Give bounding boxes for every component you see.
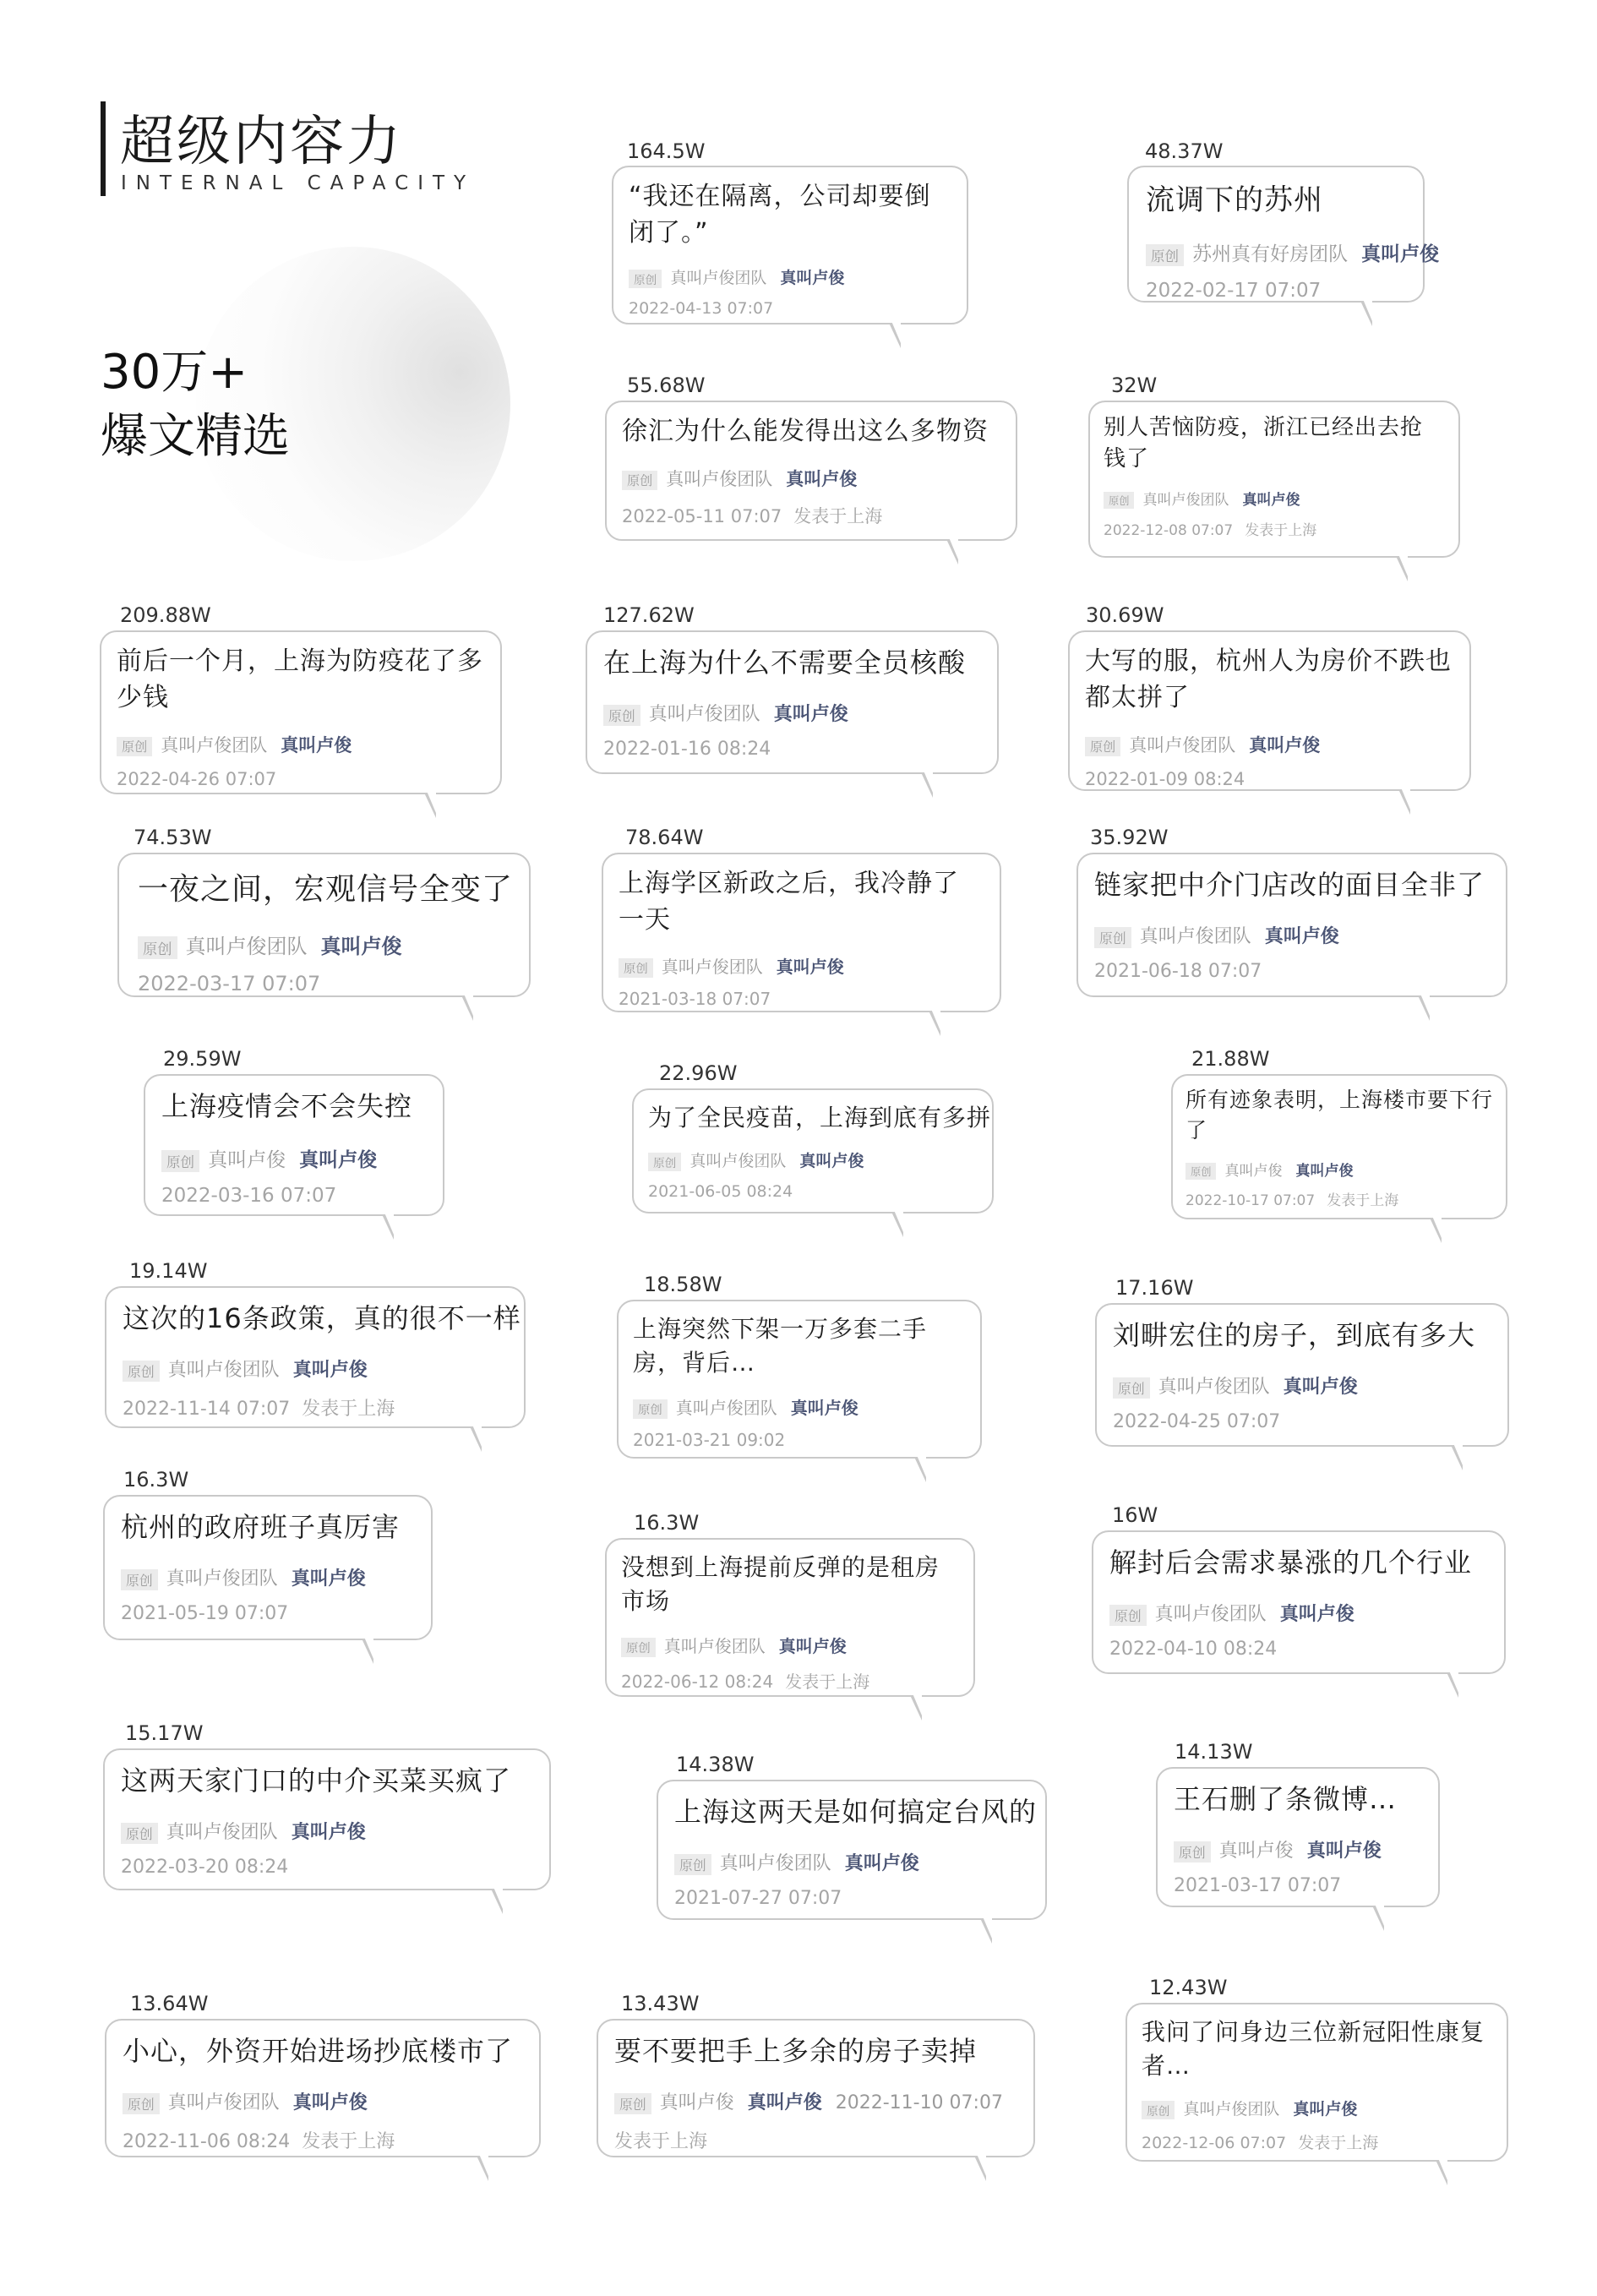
speech-bubble-tail: [910, 1695, 922, 1721]
speech-bubble-tail: [914, 1457, 926, 1482]
article-card[interactable]: [602, 853, 1001, 1012]
author-name[interactable]: 真叫卢俊: [776, 957, 844, 977]
original-tag: 原创: [117, 737, 152, 756]
article-title[interactable]: 上海突然下架一万多套二手房，背后…: [633, 1315, 928, 1377]
team-name: 真叫卢俊团队: [663, 1636, 766, 1656]
view-count: 30.69W: [1086, 603, 1164, 627]
article-title[interactable]: 这两天家门口的中介买菜买疯了: [121, 1764, 512, 1797]
article-meta: [603, 700, 862, 726]
publish-date: 2022-11-06 08:24: [123, 2131, 291, 2152]
article-meta: [121, 1818, 379, 1844]
author-name[interactable]: 真叫卢俊: [1283, 1377, 1358, 1398]
speech-bubble-tail: [1360, 301, 1372, 326]
view-count: 14.38W: [676, 1753, 755, 1776]
team-name: 真叫卢俊团队: [161, 735, 268, 755]
publish-date: 2021-03-18 07:07: [619, 989, 771, 1009]
original-tag: 原创: [1174, 1841, 1211, 1862]
view-count: 209.88W: [120, 603, 211, 627]
date-row: [622, 503, 882, 528]
view-count: 16.3W: [634, 1511, 700, 1535]
date-row: [161, 1185, 336, 1207]
team-name: 真叫卢俊: [208, 1149, 286, 1171]
article-meta: [1109, 1600, 1368, 1626]
speech-bubble-tail: [477, 2156, 488, 2181]
author-name[interactable]: 真叫卢俊: [291, 1568, 366, 1590]
team-name: 真叫卢俊团队: [166, 1822, 278, 1843]
article-card[interactable]: [105, 1286, 526, 1428]
original-tag: 原创: [1094, 927, 1131, 948]
author-name[interactable]: 真叫卢俊: [780, 269, 845, 287]
view-count: 127.62W: [603, 603, 695, 627]
speech-bubble-tail: [362, 1639, 373, 1664]
speech-bubble-tail: [1430, 1218, 1442, 1243]
author-name[interactable]: 真叫卢俊: [773, 704, 848, 725]
team-name: 苏州真有好房团队: [1192, 243, 1349, 265]
speech-bubble-tail: [461, 995, 473, 1021]
author-name[interactable]: 真叫卢俊: [1306, 1841, 1382, 1862]
view-count: 74.53W: [134, 826, 212, 849]
author-name[interactable]: 真叫卢俊: [292, 1360, 368, 1381]
team-name: 真叫卢俊团队: [648, 704, 760, 725]
article-title[interactable]: 在上海为什么不需要全员核酸: [603, 646, 967, 679]
author-name[interactable]: 真叫卢俊: [292, 2092, 368, 2113]
speech-bubble-tail: [889, 323, 901, 348]
article-meta: [1174, 1836, 1395, 1862]
article-meta: [622, 466, 870, 491]
article-meta: [621, 1633, 860, 1657]
author-name[interactable]: 真叫卢俊: [291, 1822, 366, 1843]
publish-date: 2022-12-06 07:07: [1142, 2134, 1287, 2152]
date-row: [603, 739, 771, 760]
team-name: 真叫卢俊团队: [719, 1853, 831, 1874]
article-card[interactable]: [1092, 1530, 1506, 1674]
publish-date: 2022-12-08 07:07: [1104, 522, 1234, 539]
article-title[interactable]: 杭州的政府班子真厉害: [121, 1511, 401, 1543]
page-title: 超级内容力: [120, 111, 403, 173]
team-name: 真叫卢俊团队: [1158, 1377, 1270, 1398]
team-name: 真叫卢俊团队: [670, 269, 767, 287]
publish-date: 2022-03-17 07:07: [138, 972, 321, 995]
speech-bubble-tail: [1398, 789, 1410, 815]
date-row: [619, 989, 771, 1009]
article-card[interactable]: [586, 630, 999, 774]
article-card[interactable]: [632, 1088, 994, 1213]
publish-location: 发表于上海: [785, 1672, 870, 1692]
original-tag: 原创: [621, 1638, 656, 1657]
view-count: 29.59W: [163, 1047, 242, 1071]
article-title[interactable]: 刘畊宏住的房子，到底有多大: [1113, 1319, 1476, 1351]
article-card[interactable]: [1068, 630, 1471, 791]
team-name: 真叫卢俊团队: [167, 1360, 280, 1381]
publish-location: 发表于上海: [302, 2131, 395, 2152]
article-title[interactable]: 上海这两天是如何搞定台风的: [674, 1796, 1038, 1828]
author-name[interactable]: 真叫卢俊: [1279, 1604, 1354, 1625]
team-name: 真叫卢俊团队: [1183, 2100, 1280, 2119]
article-title[interactable]: 小心，外资开始进场抄底楼市了: [123, 2035, 514, 2067]
view-count: 14.13W: [1175, 1740, 1253, 1764]
article-meta: [1085, 732, 1333, 757]
article-card[interactable]: [1171, 1074, 1507, 1219]
speech-bubble-tail: [1418, 995, 1430, 1021]
view-count: 16W: [1112, 1503, 1158, 1527]
article-meta: [1146, 238, 1453, 266]
speech-bubble-tail: [974, 2156, 986, 2181]
speech-bubble-tail: [382, 1214, 394, 1240]
view-count: 19.14W: [129, 1259, 208, 1283]
speech-bubble-tail: [1447, 1672, 1458, 1698]
publish-date: 2022-04-26 07:07: [117, 769, 277, 789]
publish-date: 2021-06-18 07:07: [1094, 961, 1262, 982]
view-count: 13.43W: [621, 1992, 700, 2015]
date-row: [1174, 1875, 1341, 1896]
article-card[interactable]: [1076, 853, 1507, 997]
publish-date: 2022-04-10 08:24: [1109, 1639, 1278, 1660]
author-name[interactable]: 真叫卢俊: [790, 1398, 858, 1418]
original-tag: 原创: [619, 958, 653, 978]
article-card[interactable]: [605, 401, 1017, 541]
author-name[interactable]: 真叫卢俊: [281, 735, 352, 755]
view-count: 18.58W: [644, 1273, 722, 1296]
publish-date: 2022-03-16 07:07: [161, 1185, 337, 1207]
article-title[interactable]: 为了全民疫苗，上海到底有多拼: [648, 1104, 992, 1132]
date-row: [121, 1603, 288, 1624]
article-title[interactable]: 解封后会需求暴涨的几个行业: [1109, 1546, 1473, 1579]
original-tag: 原创: [161, 1150, 199, 1172]
view-count: 164.5W: [627, 139, 706, 163]
author-name[interactable]: 真叫卢俊: [799, 1152, 864, 1170]
publish-date: 2022-11-14 07:07: [123, 1399, 291, 1420]
team-name: 真叫卢俊团队: [1139, 926, 1251, 947]
speech-bubble-tail: [891, 1212, 903, 1237]
original-tag: 原创: [629, 270, 662, 288]
date-row: [629, 299, 773, 318]
article-meta: [123, 2088, 381, 2114]
speech-bubble-tail: [470, 1426, 482, 1452]
speech-bubble-tail: [1436, 2160, 1447, 2185]
promo-heading: 爆文精选: [101, 409, 290, 464]
publish-location: 发表于上海: [793, 506, 883, 526]
speech-bubble-tail: [424, 793, 436, 818]
article-card[interactable]: [597, 2019, 1035, 2157]
publish-date: 2022-01-16 08:24: [603, 739, 771, 760]
publish-date: 2021-03-21 09:02: [633, 1430, 786, 1450]
original-tag: 原创: [1146, 244, 1184, 266]
date-row: [1142, 2130, 1378, 2153]
author-name[interactable]: 真叫卢俊: [1293, 2100, 1358, 2119]
article-title[interactable]: 前后一个月，上海为防疫花了多少钱: [117, 646, 483, 712]
article-title[interactable]: 王石删了条微博…: [1174, 1783, 1398, 1815]
article-meta: [1113, 1372, 1371, 1399]
original-tag: 原创: [1104, 492, 1134, 509]
article-title[interactable]: 要不要把手上多余的房子卖掉: [614, 2035, 978, 2067]
date-row: [1185, 1188, 1398, 1209]
article-meta: [674, 1849, 933, 1875]
date-row: [1085, 769, 1245, 789]
article-card[interactable]: [100, 630, 502, 794]
team-name: 真叫卢俊: [1224, 1163, 1283, 1180]
article-meta: [1104, 488, 1313, 509]
original-tag: 原创: [138, 936, 177, 959]
view-count: 55.68W: [627, 374, 706, 397]
team-name: 真叫卢俊团队: [1154, 1604, 1267, 1625]
publish-date: 2021-07-27 07:07: [674, 1888, 842, 1909]
article-title[interactable]: 没想到上海提前反弹的是租房市场: [621, 1553, 940, 1615]
article-title[interactable]: 上海学区新政之后，我冷静了一天: [619, 869, 959, 935]
view-count: 48.37W: [1145, 139, 1224, 163]
author-name[interactable]: 真叫卢俊: [320, 935, 402, 958]
article-card[interactable]: [105, 2019, 541, 2157]
team-name: 真叫卢俊: [659, 2092, 734, 2113]
speech-bubble-tail: [921, 772, 933, 798]
date-row: [121, 1857, 288, 1878]
team-name: 真叫卢俊团队: [661, 957, 763, 977]
article-card[interactable]: [1126, 2003, 1508, 2162]
date-row: [674, 1888, 842, 1909]
original-tag: 原创: [674, 1854, 711, 1875]
original-tag: 原创: [648, 1153, 681, 1171]
view-count: 78.64W: [625, 826, 704, 849]
author-name[interactable]: 真叫卢俊: [1249, 735, 1321, 755]
article-title[interactable]: 我问了问身边三位新冠阳性康复者…: [1142, 2018, 1485, 2080]
article-card[interactable]: [117, 853, 531, 997]
speech-bubble-tail: [1372, 1906, 1384, 1931]
original-tag: 原创: [622, 471, 657, 490]
article-card[interactable]: [1127, 166, 1440, 303]
team-name: 真叫卢俊团队: [666, 469, 773, 489]
date-row: [648, 1182, 793, 1201]
article-card[interactable]: [1095, 1303, 1509, 1447]
article-card[interactable]: [1088, 401, 1460, 558]
article-card[interactable]: [103, 1748, 551, 1890]
team-name: 真叫卢俊团队: [1129, 735, 1236, 755]
date-row: [123, 2127, 395, 2153]
article-meta: [1094, 922, 1353, 948]
publish-location: 发表于上海: [1298, 2134, 1379, 2152]
team-name: 真叫卢俊团队: [675, 1398, 777, 1418]
view-count: 16.3W: [123, 1468, 189, 1492]
page-subtitle: INTERNAL CAPACITY: [121, 172, 476, 194]
date-row: [1104, 518, 1316, 539]
speech-bubble-tail: [980, 1918, 992, 1944]
article-meta: [161, 1144, 390, 1172]
speech-bubble-tail: [1451, 1445, 1463, 1470]
date-row: [621, 1668, 869, 1693]
publish-date: 2021-03-17 07:07: [1174, 1875, 1342, 1896]
publish-date: 2022-11-10 07:07: [835, 2092, 1003, 2113]
view-count: 12.43W: [1149, 1976, 1228, 1999]
original-tag: 原创: [1109, 1605, 1147, 1626]
article-card[interactable]: [617, 1300, 982, 1459]
publish-date: 2021-06-05 08:24: [648, 1182, 793, 1201]
date-row: [138, 972, 320, 995]
article-meta: [648, 1148, 877, 1171]
original-tag: 原创: [1113, 1377, 1150, 1399]
article-title[interactable]: 所有迹象表明，上海楼市要下行了: [1185, 1088, 1494, 1143]
article-title[interactable]: 链家把中介门店改的面目全非了: [1094, 869, 1485, 901]
publish-date: 2022-06-12 08:24: [621, 1672, 774, 1692]
publish-location: 发表于上海: [1245, 522, 1317, 539]
publish-date: 2022-04-13 07:07: [629, 299, 774, 318]
view-count: 13.64W: [130, 1992, 209, 2015]
view-count: 15.17W: [125, 1721, 204, 1745]
original-tag: 原创: [1185, 1163, 1216, 1180]
original-tag: 原创: [123, 2093, 160, 2114]
article-title[interactable]: “我还在隔离，公司却要倒闭了。”: [629, 182, 931, 248]
article-title[interactable]: 徐汇为什么能发得出这么多物资: [622, 417, 989, 446]
article-meta: [123, 1355, 381, 1382]
article-card[interactable]: [144, 1074, 444, 1216]
article-meta: [121, 1564, 379, 1590]
original-tag: 原创: [123, 1361, 160, 1382]
team-name: 真叫卢俊团队: [1142, 492, 1229, 509]
author-name[interactable]: 真叫卢俊: [1264, 926, 1339, 947]
publish-date: 2022-05-11 07:07: [622, 506, 782, 526]
promo-count: 30万+: [101, 345, 248, 400]
team-name: 真叫卢俊团队: [166, 1568, 278, 1590]
author-name[interactable]: 真叫卢俊: [778, 1636, 847, 1656]
publish-location: 发表于上海: [302, 1399, 395, 1420]
author-name[interactable]: 真叫卢俊: [1242, 492, 1300, 509]
original-tag: 原创: [633, 1399, 668, 1419]
date-row: [1109, 1639, 1277, 1660]
speech-bubble-tail: [1396, 556, 1408, 581]
article-card[interactable]: [1156, 1767, 1440, 1907]
team-name: 真叫卢俊团队: [167, 2092, 280, 2113]
team-name: 真叫卢俊团队: [689, 1152, 787, 1170]
publish-date: 2022-01-09 08:24: [1085, 769, 1245, 789]
article-title[interactable]: 一夜之间，宏观信号全变了: [138, 872, 514, 907]
view-count: 32W: [1111, 374, 1158, 397]
author-name[interactable]: 真叫卢俊: [299, 1149, 378, 1171]
speech-bubble-tail: [929, 1011, 940, 1036]
article-title[interactable]: 大写的服，杭州人为房价不跌也都太拼了: [1085, 646, 1452, 712]
date-row: [633, 1430, 785, 1450]
article-card[interactable]: [657, 1780, 1047, 1920]
publish-date: 2022-10-17 07:07: [1185, 1192, 1316, 1209]
date-row: [123, 1394, 395, 1421]
article-card[interactable]: [103, 1495, 433, 1640]
article-card[interactable]: [605, 1538, 975, 1697]
article-meta: [633, 1394, 872, 1419]
team-name: 真叫卢俊团队: [185, 935, 308, 958]
date-row: [1094, 961, 1262, 982]
date-row: [1146, 280, 1321, 302]
original-tag: 原创: [614, 2093, 651, 2114]
author-name[interactable]: 真叫卢俊: [1361, 243, 1440, 265]
title-accent-bar: [101, 101, 106, 196]
date-row: [117, 769, 276, 789]
original-tag: 原创: [121, 1569, 158, 1590]
view-count: 22.96W: [659, 1061, 738, 1085]
author-name[interactable]: 真叫卢俊: [844, 1853, 919, 1874]
original-tag: 原创: [1085, 737, 1120, 756]
article-title[interactable]: 流调下的苏州: [1146, 183, 1323, 217]
article-meta: [619, 953, 858, 978]
article-title[interactable]: 别人苦恼防疫，浙江已经出去抢钱了: [1104, 415, 1424, 472]
team-name: 真叫卢俊: [1218, 1841, 1294, 1862]
publish-date: 2022-02-17 07:07: [1146, 280, 1322, 302]
article-title[interactable]: 上海疫情会不会失控: [161, 1090, 413, 1122]
view-count: 21.88W: [1191, 1047, 1270, 1071]
article-card[interactable]: [612, 166, 968, 324]
article-meta: [138, 930, 416, 959]
article-meta: [614, 2088, 1003, 2114]
date-row: [614, 2127, 707, 2153]
article-meta: [117, 732, 365, 757]
publish-date: 2022-03-20 08:24: [121, 1857, 289, 1878]
publish-date: 2021-05-19 07:07: [121, 1603, 289, 1624]
author-name[interactable]: 真叫卢俊: [786, 469, 858, 489]
publish-location: 发表于上海: [614, 2131, 708, 2152]
view-count: 35.92W: [1090, 826, 1169, 849]
speech-bubble-tail: [491, 1889, 503, 1914]
article-meta: [629, 265, 858, 288]
author-name[interactable]: 真叫卢俊: [1295, 1163, 1354, 1180]
original-tag: 原创: [121, 1823, 158, 1844]
date-row: [1113, 1411, 1280, 1432]
original-tag: 原创: [603, 705, 640, 726]
publish-location: 发表于上海: [1327, 1192, 1399, 1209]
speech-bubble-tail: [946, 539, 958, 564]
article-meta: [1185, 1159, 1366, 1180]
article-title[interactable]: 这次的16条政策，真的很不一样: [123, 1302, 521, 1334]
original-tag: 原创: [1142, 2101, 1175, 2119]
view-count: 17.16W: [1115, 1276, 1194, 1300]
article-meta: [1142, 2097, 1371, 2119]
author-name[interactable]: 真叫卢俊: [747, 2092, 822, 2113]
publish-date: 2022-04-25 07:07: [1113, 1411, 1281, 1432]
